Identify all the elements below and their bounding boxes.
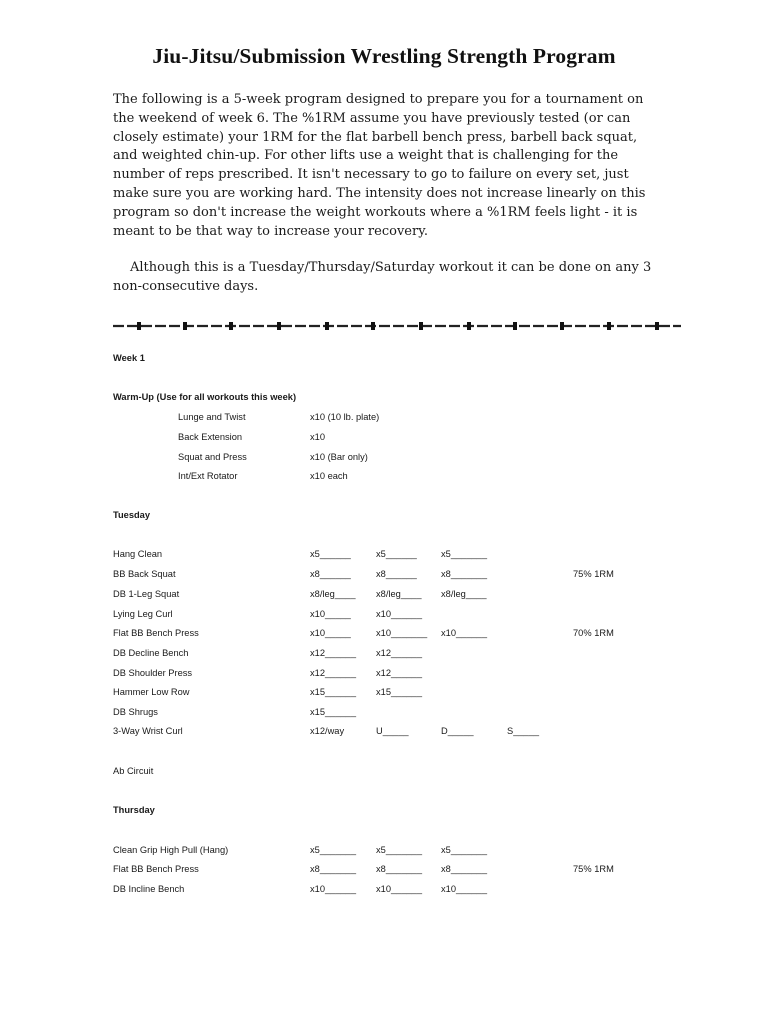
set-entry: x10______ <box>441 628 488 638</box>
set-entry: x10______ <box>310 884 357 894</box>
set-entry: x15______ <box>310 707 357 717</box>
set-entry: x10______ <box>441 884 488 894</box>
intensity-note: 75% 1RM <box>573 864 614 874</box>
set-entry: D_____ <box>441 726 474 736</box>
warmup-exercise: Lunge and Twist <box>178 412 246 422</box>
set-entry: x12______ <box>310 648 357 658</box>
intro-paragraph: The following is a 5-week program designed to prepare you for a tournament on the weekend of week 6. The %1RM assume you have previously tested (or can closely estimate) your 1RM for the flat barbell bench press, barbell back squat, and weighted chin-up. For other lifts use a weight that is challenging for the number of reps prescribed. It isn't necessary to go to failure on every set, just make sure you are working hard. The intensity does not increase linearly on this program so don't increase the weight workouts where a %1RM feels light - it is meant to be that way to increase your recovery. <box>113 92 646 239</box>
intro-paragraph-days: Although this is a Tuesday/Thursday/Saturday workout it can be done on any 3 non-consecutive days. <box>113 260 652 294</box>
exercise-name: Flat BB Bench Press <box>113 864 199 874</box>
set-entry: x5_______ <box>441 845 488 855</box>
set-entry: x10_____ <box>310 628 351 638</box>
set-entry: x8______ <box>376 569 417 579</box>
set-entry: x12______ <box>376 648 423 658</box>
set-entry: x8_______ <box>441 864 488 874</box>
warmup-reps: x10 (10 lb. plate) <box>310 412 380 422</box>
set-entry: x15______ <box>376 687 423 697</box>
warmup-exercise: Squat and Press <box>178 452 247 462</box>
thursday-heading: Thursday <box>113 805 155 815</box>
set-entry: x8/leg____ <box>441 589 487 599</box>
set-entry: x5______ <box>376 549 417 559</box>
exercise-name: DB Incline Bench <box>113 884 185 894</box>
set-entry: x5_______ <box>376 845 423 855</box>
tuesday-heading: Tuesday <box>113 510 151 520</box>
ab-circuit-label: Ab Circuit <box>113 766 154 776</box>
set-entry: x5______ <box>310 549 351 559</box>
set-entry: x8_______ <box>376 864 423 874</box>
exercise-name: Hammer Low Row <box>113 687 190 697</box>
decorative-divider <box>113 318 681 334</box>
warmup-heading: Warm-Up (Use for all workouts this week) <box>113 392 297 402</box>
exercise-name: BB Back Squat <box>113 569 176 579</box>
intensity-note: 70% 1RM <box>573 628 614 638</box>
warmup-exercise: Int/Ext Rotator <box>178 471 238 481</box>
set-entry: x8/leg____ <box>376 589 422 599</box>
set-entry: x8______ <box>310 569 351 579</box>
set-entry: x12/way <box>310 726 345 736</box>
set-entry: x8_______ <box>441 569 488 579</box>
intensity-note: 75% 1RM <box>573 569 614 579</box>
exercise-name: DB Shrugs <box>113 707 158 717</box>
exercise-name: Clean Grip High Pull (Hang) <box>113 845 229 855</box>
warmup-reps: x10 (Bar only) <box>310 452 368 462</box>
set-entry: x5_______ <box>310 845 357 855</box>
exercise-name: Lying Leg Curl <box>113 609 173 619</box>
set-entry: x10_____ <box>310 609 351 619</box>
warmup-reps: x10 each <box>310 471 348 481</box>
set-entry: x10______ <box>376 609 423 619</box>
set-entry: x10______ <box>376 884 423 894</box>
set-entry: x10_______ <box>376 628 428 638</box>
warmup-reps: x10 <box>310 432 325 442</box>
set-entry: U_____ <box>376 726 409 736</box>
set-entry: x5_______ <box>441 549 488 559</box>
exercise-name: DB 1-Leg Squat <box>113 589 180 599</box>
page-title: Jiu-Jitsu/Submission Wrestling Strength Program <box>152 44 616 68</box>
exercise-name: 3-Way Wrist Curl <box>113 726 183 736</box>
week-label: Week 1 <box>113 353 145 363</box>
exercise-name: Hang Clean <box>113 549 163 559</box>
exercise-name: DB Decline Bench <box>113 648 189 658</box>
exercise-name: Flat BB Bench Press <box>113 628 199 638</box>
set-entry: x15______ <box>310 687 357 697</box>
set-entry: x12______ <box>310 668 357 678</box>
set-entry: x12______ <box>376 668 423 678</box>
set-entry: S_____ <box>507 726 540 736</box>
set-entry: x8/leg____ <box>310 589 356 599</box>
warmup-exercise: Back Extension <box>178 432 243 442</box>
exercise-name: DB Shoulder Press <box>113 668 193 678</box>
set-entry: x8_______ <box>310 864 357 874</box>
